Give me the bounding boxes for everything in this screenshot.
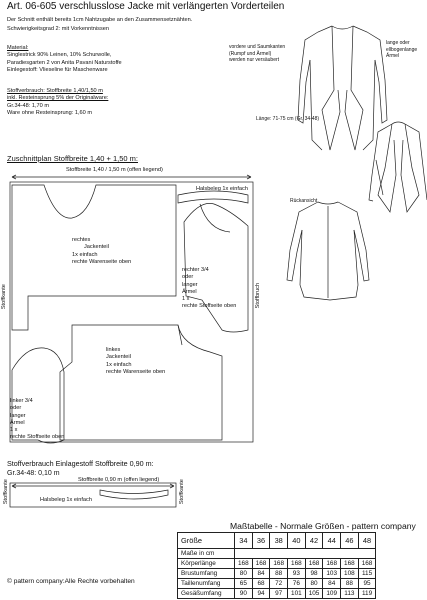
unit-empty-cell	[235, 549, 376, 559]
size-cell: 42	[305, 533, 323, 549]
piece-label-line: linkes	[106, 347, 121, 353]
selvage-label: Stoffkante	[0, 284, 7, 310]
piece-label-line: 1 x	[182, 296, 190, 303]
table-row	[178, 569, 376, 579]
table-cell: 95	[358, 579, 376, 589]
piece-label-line: Ärmel	[182, 288, 197, 295]
fabric-width-label: Stoffbreite 1,40 / 1,50 m (offen liegend)	[66, 167, 163, 173]
table-cell: 109	[323, 589, 341, 599]
page-title: Art. 06-605 verschlusslose Jacke mit verlängerten Vorderteilen	[7, 1, 285, 12]
piece-label-line: rechte Stoffseite oben	[10, 434, 65, 441]
size-cell: 38	[270, 533, 288, 549]
size-cell: 46	[341, 533, 359, 549]
table-cell: 168	[305, 559, 323, 569]
table-cell: 84	[323, 579, 341, 589]
piece-label-line: rechte Warenseite oben	[106, 368, 166, 375]
table-row	[178, 579, 376, 589]
fabric-usage-line: Ware ohne Resteinsprung: 1,60 m	[7, 109, 92, 116]
table-cell: 119	[358, 589, 376, 599]
piece-label-line: rechte Stoffseite oben	[182, 303, 237, 310]
table-cell: 98	[305, 569, 323, 579]
material-line: Einlegestoff: Vlieseline für Maschenware	[7, 66, 108, 73]
table-cell: 168	[323, 559, 341, 569]
piece-label-line: rechte Warenseite oben	[72, 258, 132, 265]
table-cell: 115	[358, 569, 376, 579]
hem-note-line: werden nur versäubert	[229, 57, 280, 63]
table-cell: 94	[252, 589, 270, 599]
table-cell: 90	[235, 589, 253, 599]
piece-label-line: Ärmel	[10, 419, 25, 426]
piece-label-line: 1x einfach	[72, 251, 98, 258]
table-cell: 76	[288, 579, 306, 589]
table-row	[178, 589, 376, 599]
table-cell: 72	[270, 579, 288, 589]
piece-label-line: rechtes	[72, 237, 91, 243]
interfacing-width-label: Stoffbreite 0,90 m (offen liegend)	[78, 477, 160, 483]
table-cell: 97	[270, 589, 288, 599]
size-cell: 34	[235, 533, 253, 549]
piece-label-line: 1 x	[10, 427, 18, 434]
back-view-label: Rückansicht	[290, 198, 318, 204]
piece-label-line: langer	[10, 412, 26, 419]
material-line: Paradiesgarten 2 von Anita Pavani Naturstoffe	[7, 59, 122, 66]
size-cell: 36	[252, 533, 270, 549]
table-cell: 108	[341, 569, 359, 579]
table-cell: 168	[235, 559, 253, 569]
size-cell: 44	[323, 533, 341, 549]
size-table-title: Maßtabelle - Normale Größen - pattern company	[230, 521, 416, 531]
table-cell: 80	[305, 579, 323, 589]
size-table	[177, 532, 376, 599]
sleeve-note-line: lange oder	[386, 40, 410, 46]
size-header-row	[178, 533, 376, 549]
table-row	[178, 559, 376, 569]
interfacing-selvage-label-right: Stoffkante	[178, 479, 185, 505]
table-cell: 65	[235, 579, 253, 589]
row-label: Brustumfang	[178, 569, 235, 579]
fold-label: Stoffbruch	[255, 282, 262, 309]
table-cell: 80	[235, 569, 253, 579]
interfacing-amount: Gr.34-48: 0,10 m	[7, 470, 60, 477]
fabric-usage-line: inkl. Resteinsprung 5% der Originalware:	[7, 95, 109, 102]
unit-label: Maße in cm	[178, 549, 235, 559]
material-line: Singlestrick 90% Leinen, 10% Schurwolle,	[7, 52, 112, 59]
table-cell: 88	[270, 569, 288, 579]
table-cell: 88	[341, 579, 359, 589]
cutting-plan-heading: Zuschnittplan Stoffbreite 1,40 + 1,50 m:	[7, 154, 138, 163]
length-note: Länge: 71-75 cm (Gr. 34-48)	[256, 116, 320, 122]
interfacing-halsbeleg-label: Halsbeleg 1x einfach	[40, 497, 92, 503]
hem-note-line: (Rumpf und Ärmel)	[229, 50, 272, 57]
table-cell: 168	[252, 559, 270, 569]
copyright-notice: © pattern company:Alle Rechte vorbehalten	[7, 578, 135, 585]
table-cell: 168	[358, 559, 376, 569]
intro-difficulty: Schwierigkeitsgrad 2: mit Vorkenntnissen	[7, 26, 109, 33]
piece-label-line: 1x einfach	[106, 361, 132, 368]
piece-label-line: Jackenteil	[84, 244, 109, 251]
interfacing-outline	[10, 483, 176, 507]
fabric-usage-heading: Stoffverbrauch: Stoffbreite 1,40/1,50 m	[7, 88, 103, 94]
table-cell: 105	[305, 589, 323, 599]
piece-label-line: rechter 3/4	[182, 267, 209, 273]
piece-label-line: oder	[182, 274, 194, 281]
table-cell: 113	[341, 589, 359, 599]
table-cell: 168	[288, 559, 306, 569]
interfacing-neck-facing	[100, 490, 168, 499]
piece-label-line: langer	[182, 281, 198, 288]
fabric-usage-line: Gr.34-48: 1,70 m	[7, 102, 49, 109]
material-heading: Material:	[7, 45, 29, 51]
intro-seam-allowance: Der Schnitt enthält bereits 1cm Nahtzugabe an den Zusammensetznähten.	[7, 17, 193, 23]
table-cell: 93	[288, 569, 306, 579]
row-label: Körperlänge	[178, 559, 235, 569]
row-label: Taillenumfang	[178, 579, 235, 589]
hem-note-line: vordere und Saumkanten	[229, 44, 286, 50]
unit-row	[178, 549, 376, 559]
table-cell: 68	[252, 579, 270, 589]
row-label: Gesäßumfang	[178, 589, 235, 599]
piece-label-line: Jackenteil	[106, 354, 131, 361]
size-cell: 48	[358, 533, 376, 549]
interfacing-selvage-label: Stoffkante	[2, 479, 9, 505]
halsbeleg-label: Halsbeleg 1x einfach	[196, 186, 248, 192]
piece-label-line: oder	[10, 405, 22, 412]
table-cell: 168	[341, 559, 359, 569]
table-cell: 168	[270, 559, 288, 569]
table-cell: 103	[323, 569, 341, 579]
piece-label-line: linker 3/4	[10, 398, 33, 404]
sleeve-note-line: Ärmel	[386, 53, 400, 59]
interfacing-heading: Stoffverbrauch Einlagestoff Stoffbreite 0,90 m:	[7, 459, 154, 468]
table-cell: 101	[288, 589, 306, 599]
sleeve-note-line: ellbogenlange	[386, 46, 418, 53]
size-label: Größe	[178, 533, 235, 549]
table-cell: 84	[252, 569, 270, 579]
size-cell: 40	[288, 533, 306, 549]
